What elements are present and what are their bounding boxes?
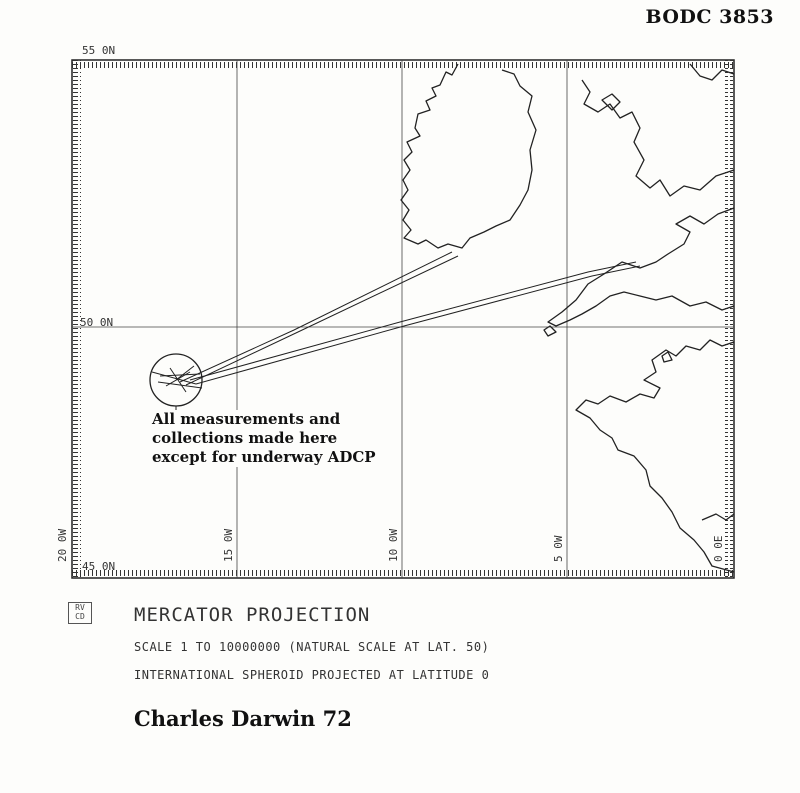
- ship-tracks: [180, 252, 640, 385]
- logo-line-2: CD: [75, 612, 85, 621]
- projection-spheroid: INTERNATIONAL SPHEROID PROJECTED AT LATITUDE 0: [134, 668, 490, 682]
- annotation-line-3: except for underway ADCP: [152, 448, 376, 466]
- brittany-coast: [576, 340, 734, 572]
- label-lon-5w: 5 0W: [552, 535, 565, 562]
- label-lon-0e: 0 0E: [712, 535, 725, 562]
- scotland-coast: [582, 80, 734, 196]
- coastlines: [401, 64, 734, 572]
- ireland-coast: [401, 64, 536, 248]
- projection-title: MERCATOR PROJECTION: [134, 604, 371, 626]
- graticule: [72, 60, 734, 578]
- annotation-line-2: collections made here: [152, 429, 338, 447]
- track-to-ireland-a: [180, 252, 452, 382]
- ship-label: Charles Darwin 72: [134, 706, 352, 731]
- right-tick-border: [725, 60, 733, 578]
- map-frame: [72, 60, 734, 578]
- track-to-plymouth-b: [196, 266, 640, 384]
- scilly: [544, 326, 556, 336]
- annotation-line-1: All measurements and: [152, 410, 341, 428]
- label-lat-top: 55 0N: [82, 44, 116, 57]
- channel-islands: [662, 352, 672, 362]
- wales-england-coast: [548, 208, 734, 326]
- top-tick-border: [72, 62, 734, 70]
- logo-line-1: RV: [75, 603, 85, 612]
- bottom-tick-border: [72, 568, 734, 576]
- document-code: BODC 3853: [645, 6, 774, 28]
- label-lat-bottom: 45 0N: [82, 560, 116, 573]
- label-lon-20w: 20 0W: [56, 528, 69, 562]
- label-lon-15w: 15 0W: [222, 528, 235, 562]
- map-annotation: [150, 410, 378, 467]
- label-lat-middle: 50 0N: [80, 316, 114, 329]
- label-lon-10w: 10 0W: [387, 528, 400, 562]
- projection-scale: SCALE 1 TO 10000000 (NATURAL SCALE AT LAT. 50): [134, 640, 490, 654]
- vessel-logo: [68, 602, 92, 624]
- track-to-ireland-b: [186, 256, 458, 385]
